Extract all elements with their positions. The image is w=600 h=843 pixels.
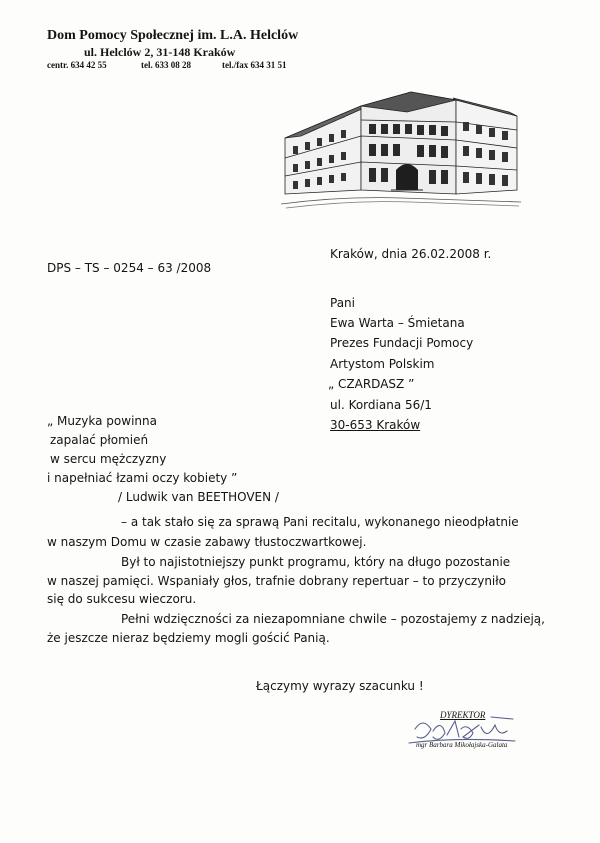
quote-line: zapalać płomień [50,433,149,447]
recipient-street: ul. Kordiana 56/1 [330,398,432,412]
body-line: – a tak stało się za sprawą Pani recitalu, wykonanego nieodpłatnie [121,515,519,529]
organization-address: ul. Helclów 2, 31-148 Kraków [84,45,236,59]
recipient-salutation: Pani [330,296,355,310]
body-line: się do sukcesu wieczoru. [47,592,197,606]
phone-central: centr. 634 42 55 [47,60,107,70]
signatory-title: DYREKTOR [440,710,486,720]
recipient-name: Ewa Warta – Śmietana [330,316,465,330]
body-line: że jeszcze nieraz będziemy mogli gościć Panią. [47,631,330,645]
building-illustration [281,86,521,211]
signatory-name: mgr Barbara Mikołajska-Galata [416,741,508,749]
body-line: w naszej pamięci. Wspaniały głos, trafnie dobrany repertuar – to przyczyniło [47,574,507,588]
place-and-date: Kraków, dnia 26.02.2008 r. [330,247,492,261]
reference-number: DPS – TS – 0254 – 63 /2008 [47,261,212,275]
phone-fax: tel./fax 634 31 51 [222,60,287,70]
organization-name: Dom Pomocy Społecznej im. L.A. Helclów [47,28,299,43]
quote-line: w sercu mężczyzny [50,452,167,466]
recipient-postal-city: 30-653 Kraków [330,418,421,432]
phone-tel: tel. 633 08 28 [141,60,191,70]
quote-author: / Ludwik van BEETHOVEN / [118,490,279,504]
recipient-organization-name: „ CZARDASZ ” [328,377,415,391]
closing-phrase: Łączymy wyrazy szacunku ! [256,679,424,693]
body-line: Był to najistotniejszy punkt programu, który na długo pozostanie [121,555,511,569]
recipient-organization: Artystom Polskim [330,357,435,371]
quote-line: i napełniać łzami oczy kobiety ” [47,471,238,485]
quote-line: „ Muzyka powinna [47,414,157,428]
body-line: w naszym Domu w czasie zabawy tłustoczwartkowej. [47,535,367,549]
recipient-position: Prezes Fundacji Pomocy [330,336,474,350]
body-line: Pełni wdzięczności za niezapomniane chwile – pozostajemy z nadzieją, [121,612,545,626]
